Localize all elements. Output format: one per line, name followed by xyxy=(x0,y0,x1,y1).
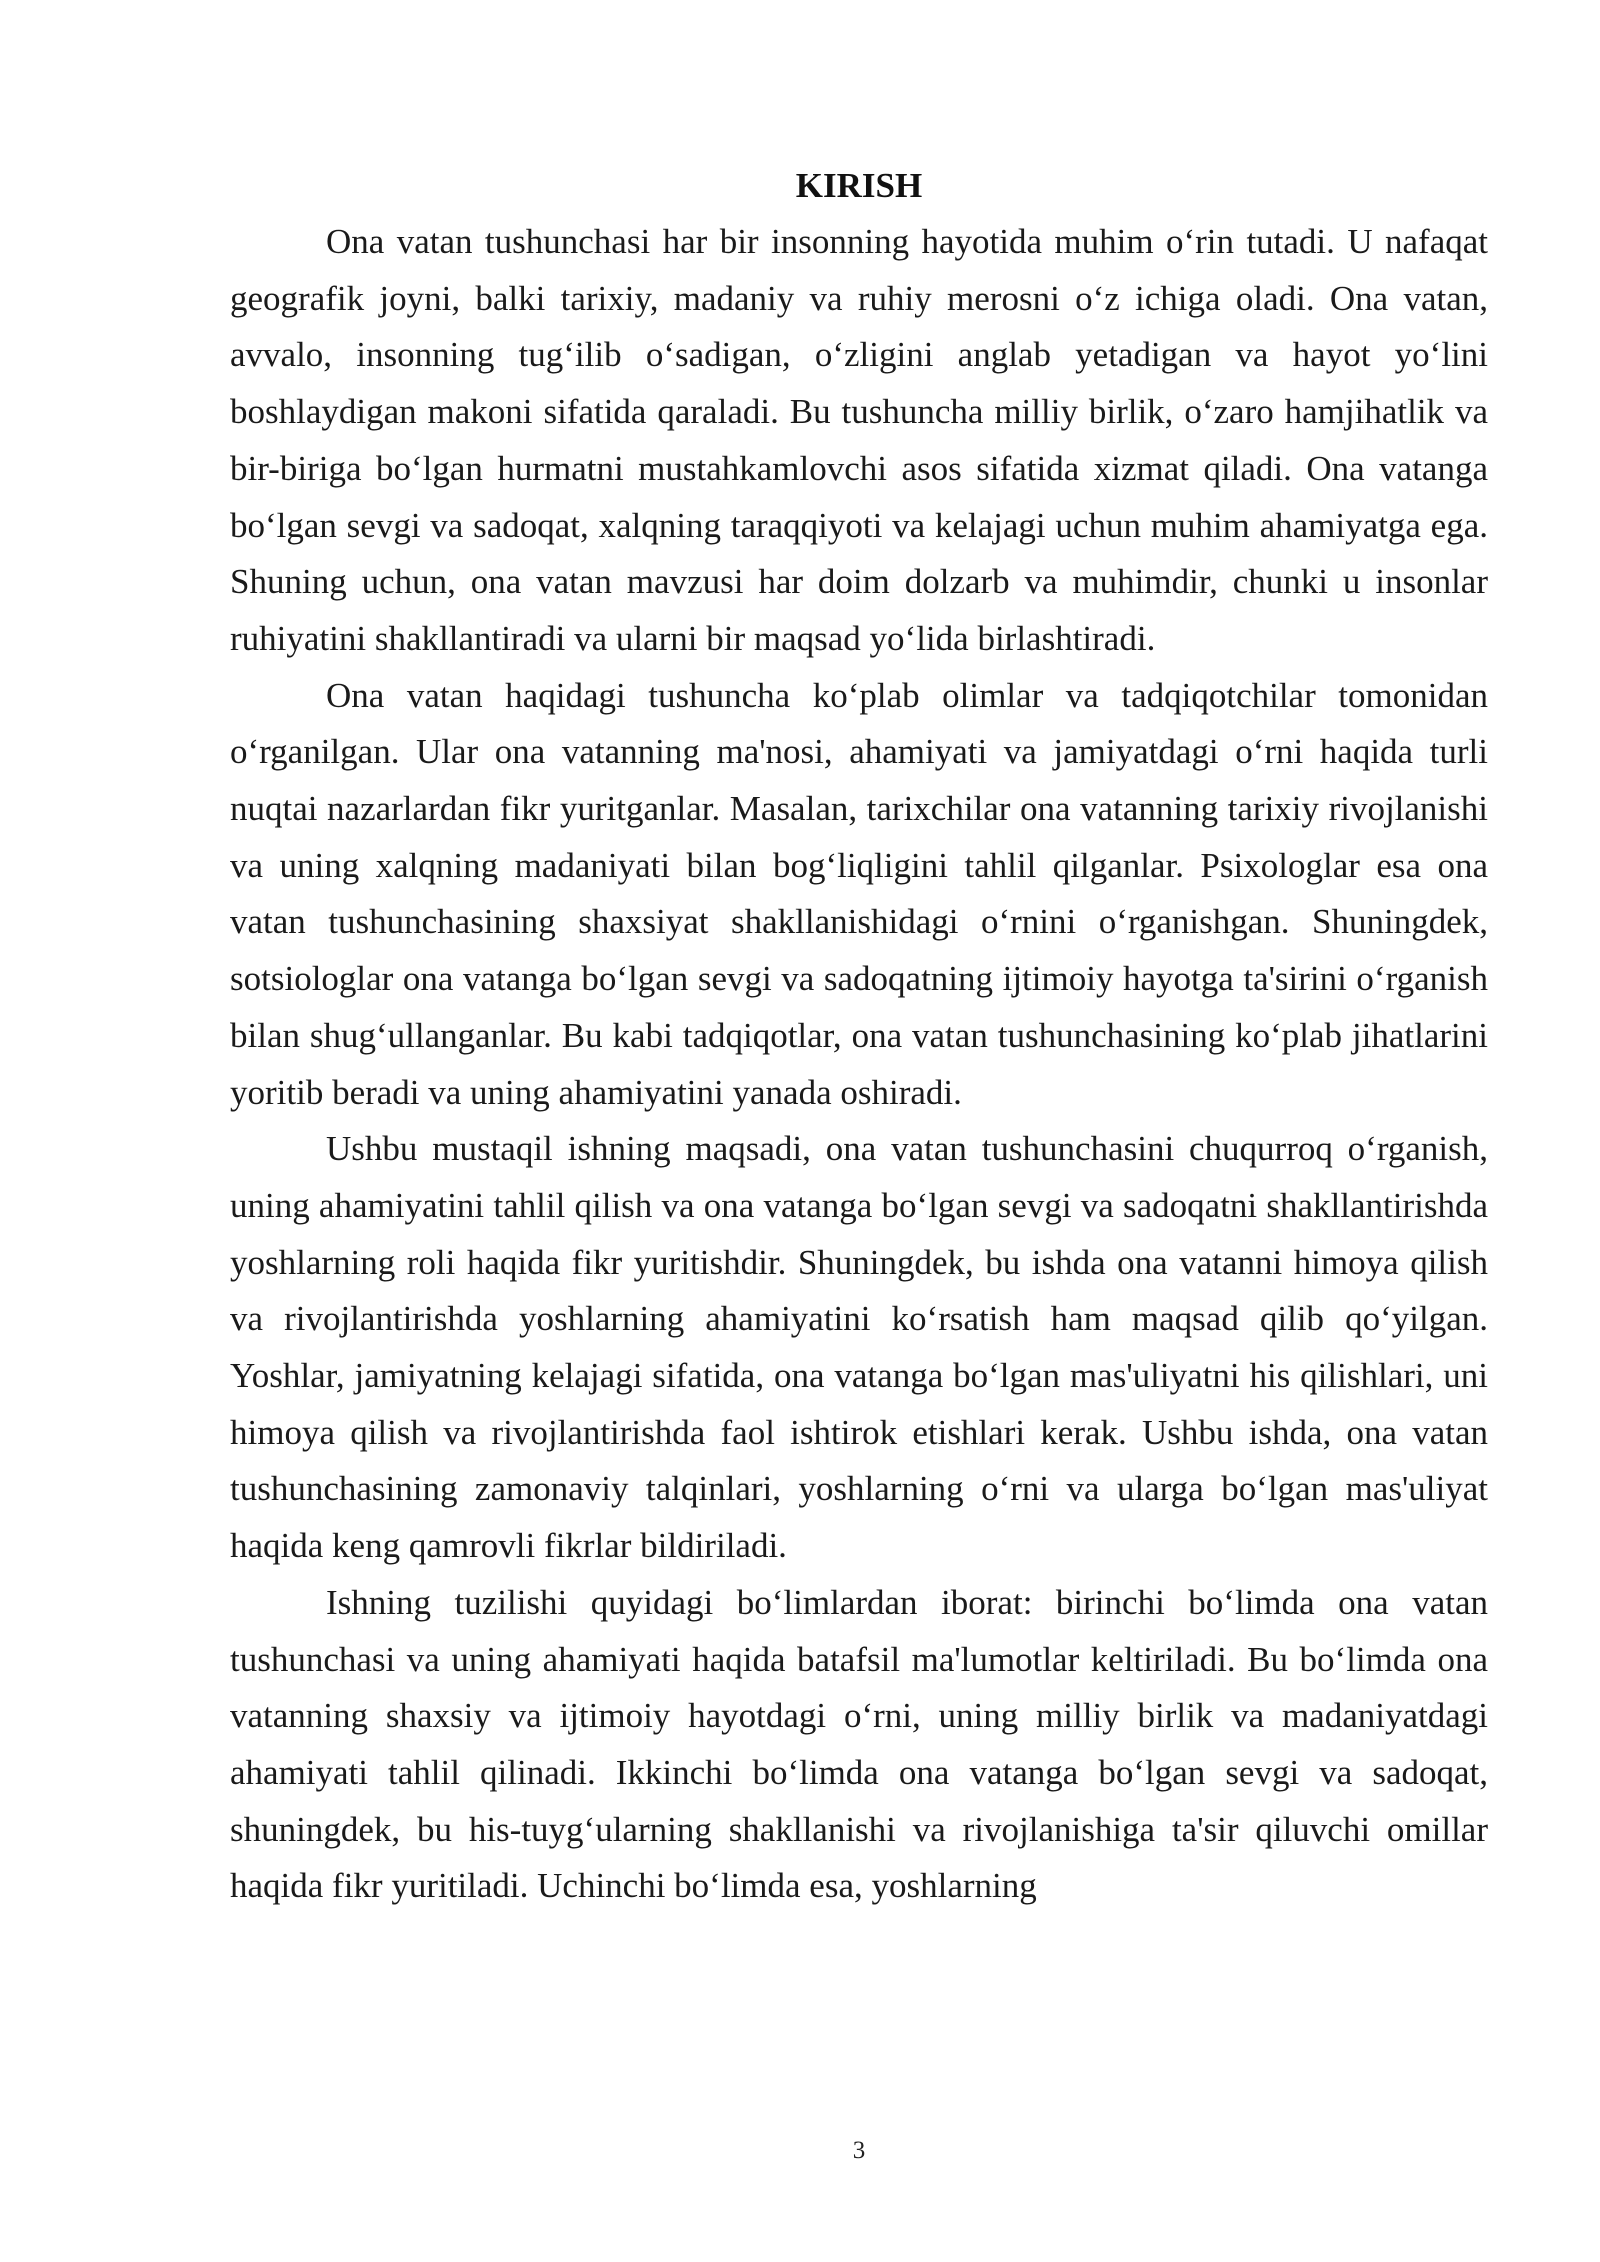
paragraph-2: Ona vatan haqidagi tushuncha ko‘plab olimlar va tadqiqotchilar tomonidan o‘rganilgan. Ular ona vatanning ma'nosi, ahamiyati va jamiyatdagi o‘rni haqida turli nuqtai nazarlardan fikr yuritganlar. Masalan, tarixchilar ona vatanning tarixiy rivojlanishi va uning xalqning madaniyati bilan bog‘liqligini tahlil qilganlar. Psixologlar esa ona vatan tushunchasining shaxsiyat shakllanishidagi o‘rnini o‘rganishgan. Shuningdek, sotsiologlar ona vatanga bo‘lgan sevgi va sadoqatning ijtimoiy hayotga ta'sirini o‘rganish bilan shug‘ullanganlar. Bu kabi tadqiqotlar, ona vatan tushunchasining ko‘plab jihatlarini yoritib beradi va uning ahamiyatini yanada oshiradi. xyxy=(230,675,1488,1112)
paragraph-1: Ona vatan tushunchasi har bir insonning hayotida muhim o‘rin tutadi. U nafaqat geografik joyni, balki tarixiy, madaniy va ruhiy merosni o‘z ichiga oladi. Ona vatan, avvalo, insonning tug‘ilib o‘sadigan, o‘zligini anglab yetadigan va hayot yo‘lini boshlaydigan makoni sifatida qaraladi. Bu tushuncha milliy birlik, o‘zaro hamjihatlik va bir-biriga bo‘lgan hurmatni mustahkamlovchi asos sifatida xizmat qiladi. Ona vatanga bo‘lgan sevgi va sadoqat, xalqning taraqqiyoti va kelajagi uchun muhim ahamiyatga ega. Shuning uchun, ona vatan mavzusi har doim dolzarb va muhimdir, chunki u insonlar ruhiyatini shakllantiradi va ularni bir maqsad yo‘lida birlashtiradi. xyxy=(230,222,1488,658)
page-content xyxy=(230,158,1488,1915)
paragraph-3: Ushbu mustaqil ishning maqsadi, ona vatan tushunchasini chuqurroq o‘rganish, uning ahamiyatini tahlil qilish va ona vatanga bo‘lgan sevgi va sadoqatni shakllantirishda yoshlarning roli haqida fikr yuritishdir. Shuningdek, bu ishda ona vatanni himoya qilish va rivojlantirishda yoshlarning ahamiyatini ko‘rsatish ham maqsad qilib qo‘yilgan. Yoshlar, jamiyatning kelajagi sifatida, ona vatanga bo‘lgan mas'uliyatni his qilishlari, uni himoya qilish va rivojlantirishda faol ishtirok etishlari kerak. Ushbu ishda, ona vatan tushunchasining zamonaviy talqinlari, yoshlarning o‘rni va ularga bo‘lgan mas'uliyat haqida keng qamrovli fikrlar bildiriladi. xyxy=(230,1129,1488,1566)
section-heading: KIRISH xyxy=(795,166,923,205)
paragraph-4: Ishning tuzilishi quyidagi bo‘limlardan iborat: birinchi bo‘limda ona vatan tushunchasi va uning ahamiyati haqida batafsil ma'lumotlar keltiriladi. Bu bo‘limda ona vatanning shaxsiy va ijtimoiy hayotdagi o‘rni, uning milliy birlik va madaniyatdagi ahamiyati tahlil qilinadi. Ikkinchi bo‘limda ona vatanga bo‘lgan sevgi va sadoqat, shuningdek, bu his-tuyg‘ularning shakllanishi va rivojlanishiga ta'sir qiluvchi omillar haqida fikr yuritiladi. Uchinchi bo‘limda esa, yoshlarning xyxy=(230,1582,1488,1906)
page-number: 3 xyxy=(852,2137,866,2164)
